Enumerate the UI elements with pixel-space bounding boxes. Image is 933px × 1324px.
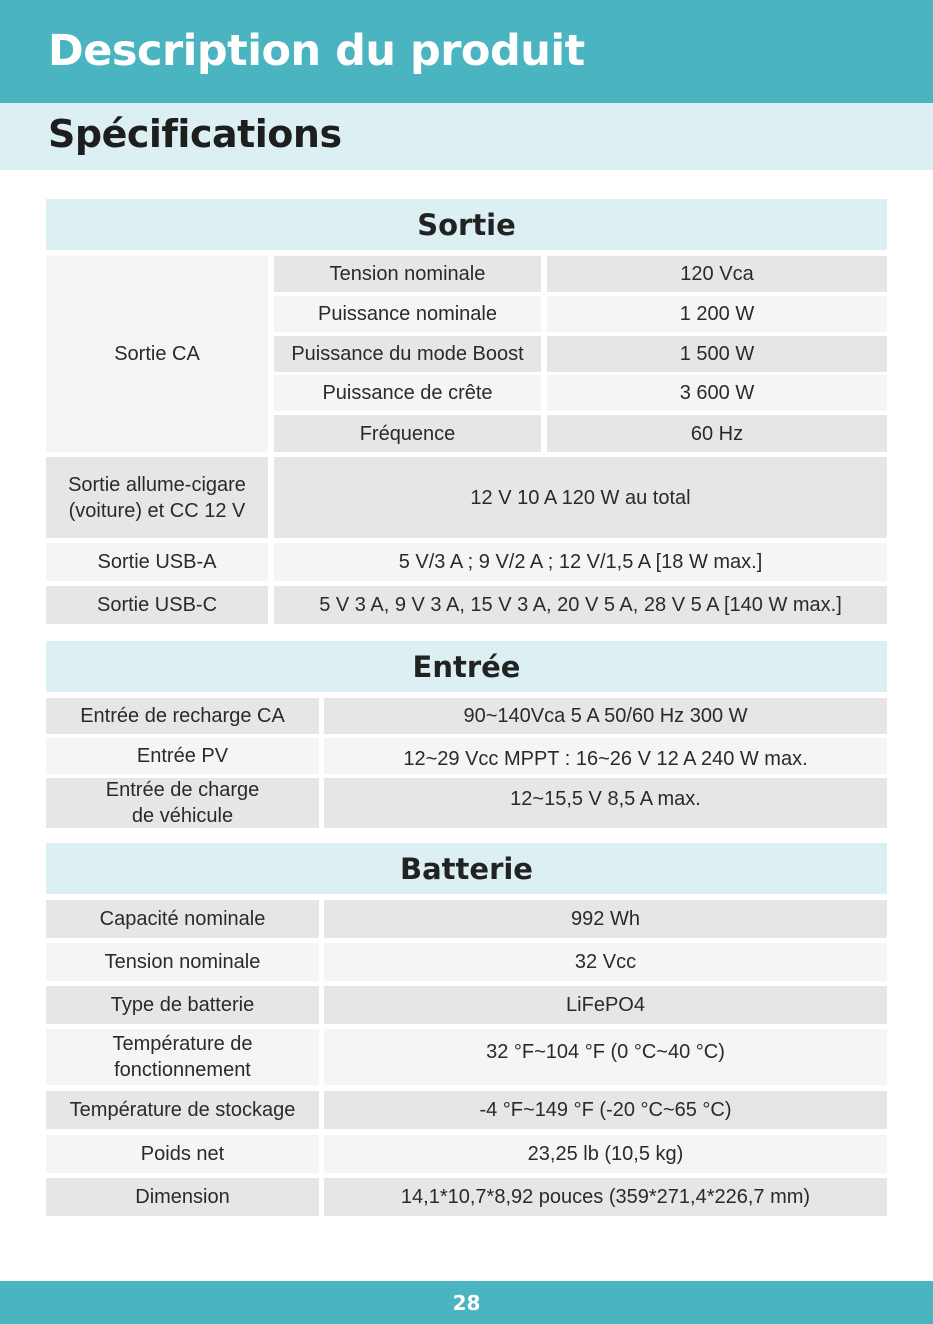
spec-label: Puissance du mode Boost <box>274 336 541 372</box>
spec-value: 1 200 W <box>547 296 887 332</box>
spec-value: LiFePO4 <box>324 986 887 1024</box>
spec-label: Tension nominale <box>46 943 319 981</box>
spec-label: Fréquence <box>274 415 541 452</box>
spec-value: 23,25 lb (10,5 kg) <box>324 1135 887 1173</box>
spec-value: 120 Vca <box>547 256 887 292</box>
spec-label: Dimension <box>46 1178 319 1216</box>
spec-label: Entrée de charge de véhicule <box>46 778 319 828</box>
page-header <box>0 0 933 103</box>
spec-value: 992 Wh <box>324 900 887 938</box>
spec-value: 1 500 W <box>547 336 887 372</box>
spec-value: 14,1*10,7*8,92 pouces (359*271,4*226,7 mm) <box>324 1178 887 1216</box>
spec-label: Type de batterie <box>46 986 319 1024</box>
spec-value: 12~29 Vcc MPPT : 16~26 V 12 A 240 W max. <box>324 738 887 774</box>
page-number: 28 <box>452 1290 481 1315</box>
spec-value: 12 V 10 A 120 W au total <box>274 457 887 538</box>
spec-value: -4 °F~149 °F (-20 °C~65 °C) <box>324 1091 887 1129</box>
spec-label: Température de stockage <box>46 1091 319 1129</box>
page-footer <box>0 1281 933 1324</box>
spec-label: Sortie USB-A <box>46 543 268 581</box>
spec-label: Poids net <box>46 1135 319 1173</box>
entree-heading: Entrée <box>46 641 887 692</box>
sortie-heading: Sortie <box>46 199 887 250</box>
batterie-heading: Batterie <box>46 843 887 894</box>
spec-label: Entrée de recharge CA <box>46 698 319 734</box>
spec-label: Entrée PV <box>46 738 319 774</box>
spec-value: 90~140Vca 5 A 50/60 Hz 300 W <box>324 698 887 734</box>
section-title: Spécifications <box>48 112 342 156</box>
spec-label: Sortie USB-C <box>46 586 268 624</box>
spec-value: 3 600 W <box>547 375 887 411</box>
spec-label: Température de fonctionnement <box>46 1029 319 1085</box>
spec-value: 5 V 3 A, 9 V 3 A, 15 V 3 A, 20 V 5 A, 28 V 5 A [140 W max.] <box>274 586 887 624</box>
spec-value: 32 Vcc <box>324 943 887 981</box>
spec-value: 32 °F~104 °F (0 °C~40 °C) <box>324 1029 887 1085</box>
sortie-ca-label: Sortie CA <box>46 256 268 452</box>
spec-value: 5 V/3 A ; 9 V/2 A ; 12 V/1,5 A [18 W max.] <box>274 543 887 581</box>
spec-value: 12~15,5 V 8,5 A max. <box>324 778 887 828</box>
spec-label: Capacité nominale <box>46 900 319 938</box>
spec-value: 60 Hz <box>547 415 887 452</box>
spec-label: Puissance de crête <box>274 375 541 411</box>
spec-label: Sortie allume-cigare (voiture) et CC 12 V <box>46 457 268 538</box>
page-title: Description du produit <box>48 26 585 76</box>
spec-label: Puissance nominale <box>274 296 541 332</box>
spec-label: Tension nominale <box>274 256 541 292</box>
